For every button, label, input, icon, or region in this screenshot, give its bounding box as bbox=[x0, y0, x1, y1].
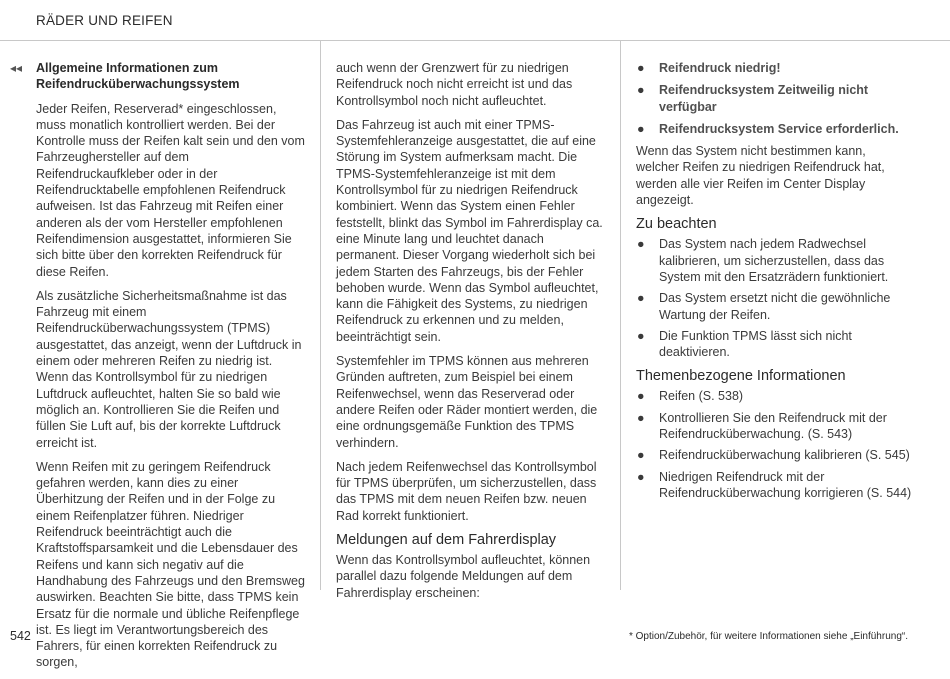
heading-line-1: Allgemeine Informationen zum bbox=[36, 61, 218, 75]
column-3 bbox=[636, 60, 912, 507]
list-item: ● Das System nach jedem Radwechsel kalibrieren, um sicherzustellen, dass das System mit den Ersatzrädern funktioniert. bbox=[637, 237, 889, 284]
paragraph: Als zusätzliche Sicherheitsmaßnahme ist das Fahrzeug mit einem Reifendrucküberwachungssystem (TPMS) ausgestattet, das anzeigt, wenn der Luftdruck in einem oder mehreren Reifen zu niedrig ist. Wenn das Kontrollsymbol für zu niedrigen Luftdruck aufleuchtet, halten Sie so bald wie möglich an. Kontrollieren Sie die Reifen und füllen Sie Luft auf, bis der korrekte Luftdruck erreicht ist. bbox=[36, 288, 302, 450]
list-item: ● Das System ersetzt nicht die gewöhnliche Wartung der Reifen. bbox=[637, 291, 891, 322]
column-divider-1 bbox=[320, 40, 321, 590]
related-link[interactable]: Niedrigen Reifendruck mit der Reifendrucküberwachung korrigieren (S. 544) bbox=[659, 469, 912, 500]
bullet-icon: ● bbox=[637, 237, 645, 252]
paragraph: Systemfehler im TPMS können aus mehreren Gründen auftreten, zum Beispiel bei einem Reifenwechsel, wenn das Reserverad oder andere Reifen oder Räder montiert werden, die eine ordnungsgemäße Funktion des TPMS verhindern. bbox=[336, 354, 598, 450]
column-divider-2 bbox=[620, 40, 621, 590]
related-link-item[interactable] bbox=[636, 447, 912, 463]
related-link[interactable]: Reifendrucküberwachung kalibrieren (S. 545) bbox=[659, 448, 910, 463]
related-link-item[interactable] bbox=[636, 410, 912, 443]
bullet-icon: ● bbox=[637, 291, 645, 306]
section-heading-related: Themenbezogene Informationen bbox=[636, 368, 846, 385]
column-2 bbox=[336, 60, 608, 609]
paragraph: Nach jedem Reifenwechsel das Kontrollsymbol für TPMS überprüfen, um sicherzustellen, dass das TPMS mit dem neuen Reifen bzw. neuen Rad korrekt funktioniert. bbox=[336, 459, 597, 523]
page-number: 542 bbox=[10, 629, 31, 643]
bullet-icon: ● bbox=[637, 83, 645, 98]
list-item: ● Reifendruck niedrig! bbox=[637, 61, 781, 75]
section-heading-note: Zu beachten bbox=[636, 216, 717, 233]
footnote: * Option/Zubehör, für weitere Informationen siehe „Einführung“. bbox=[628, 631, 908, 642]
heading-line-2: Reifendrucküberwachungssystem bbox=[36, 77, 240, 92]
bullet-icon: ● bbox=[637, 61, 645, 75]
bullet-icon: ● bbox=[637, 328, 645, 343]
bullet-icon: ● bbox=[637, 121, 645, 136]
note-list bbox=[636, 236, 912, 360]
related-link-item[interactable] bbox=[636, 469, 912, 502]
back-arrow-icon[interactable]: ◂◂ bbox=[10, 61, 23, 75]
related-link-item[interactable] bbox=[636, 388, 912, 404]
related-link[interactable]: Reifen (S. 538) bbox=[659, 389, 744, 404]
paragraph: Wenn Reifen mit zu geringem Reifendruck gefahren werden, kann dies zu einer Überhitzung der Reifen und in der Folge zu einem Reifenplatzer führen. Niedriger Reifendruck beeinträchtigt auch die Kraftstoffsparsamkeit und die Lebensdauer des Reifens und kann sich negativ auf die Handhabung des Fahrzeugs und den Bremsweg auswirken. Beachten Sie bitte, dass TPMS kein Ersatz für die normale und übliche Reifenpflege ist. Es liegt im Verantwortungsbereich des Fahrers, für einen korrekten Reifendruck zu sorgen, bbox=[36, 459, 305, 670]
list-item: ● Reifendrucksystem Zeitweilig nicht verfügbar bbox=[637, 83, 869, 114]
related-links-list bbox=[636, 388, 912, 501]
paragraph: Wenn das System nicht bestimmen kann, welcher Reifen zu niedrigen Reifendruck hat, werden alle vier Reifen im Center Display angezeigt. bbox=[636, 144, 885, 208]
section-heading bbox=[36, 60, 306, 93]
page-header bbox=[0, 0, 950, 41]
paragraph: Das Fahrzeug ist auch mit einer TPMS-Systemfehleranzeige ausgestattet, die auf eine Störung im System aufmerksam macht. Die TPMS-Systemfehleranzeige ist mit dem Kontrollsymbol für zu niedrigen Reifendruck kombiniert. Wenn das System einen Fehler feststellt, blinkt das Symbol im Fahrerdisplay ca. eine Minute lang und leuchtet danach permanent. Dieser Vorgang wiederholt sich bei jedem Starten des Fahrzeugs, bis der Fehler behoben wurde. Wenn das Symbol aufleuchtet, kann die Fähigkeit des Systems, zu niedrigen Reifendruck zu erkennen und zu melden, beeinträchtigt sein. bbox=[336, 117, 603, 344]
section-heading-messages: Meldungen auf dem Fahrerdisplay bbox=[336, 532, 557, 549]
list-item: ● Die Funktion TPMS lässt sich nicht deaktivieren. bbox=[637, 328, 852, 360]
bullet-icon: ● bbox=[637, 389, 645, 404]
paragraph: Jeder Reifen, Reserverad* eingeschlossen, muss monatlich kontrolliert werden. Bei der Kontrolle muss der Reifen kalt sein und den vom Fahrzeughersteller auf dem Reifendruckaufkleber oder in der Reifendrucktabelle empfohlenen Reifendruck aufweisen. Ist das Fahrzeug mit Reifen einer anderen als der vom Hersteller empfohlenen Reifendimension ausgestattet, informieren Sie sich bitte über den korrekten Reifendruck für diese Reifen. bbox=[36, 101, 305, 279]
paragraph: auch wenn der Grenzwert für zu niedrigen Reifendruck noch nicht erreicht ist und das Kontrollsymbol noch nicht aufleuchtet. bbox=[336, 61, 573, 108]
bullet-icon: ● bbox=[637, 469, 645, 484]
paragraph: Wenn das Kontrollsymbol aufleuchtet, können parallel dazu folgende Meldungen auf dem Fahrerdisplay erscheinen: bbox=[336, 553, 591, 600]
chapter-title: RÄDER UND REIFEN bbox=[36, 13, 173, 28]
bullet-icon: ● bbox=[637, 448, 645, 463]
column-1 bbox=[36, 60, 306, 679]
related-link[interactable]: Kontrollieren Sie den Reifendruck mit der Reifendrucküberwachung. (S. 543) bbox=[659, 410, 887, 442]
message-list bbox=[636, 60, 912, 137]
bullet-icon: ● bbox=[637, 410, 645, 425]
list-item: ● Reifendrucksystem Service erforderlich. bbox=[637, 121, 899, 136]
